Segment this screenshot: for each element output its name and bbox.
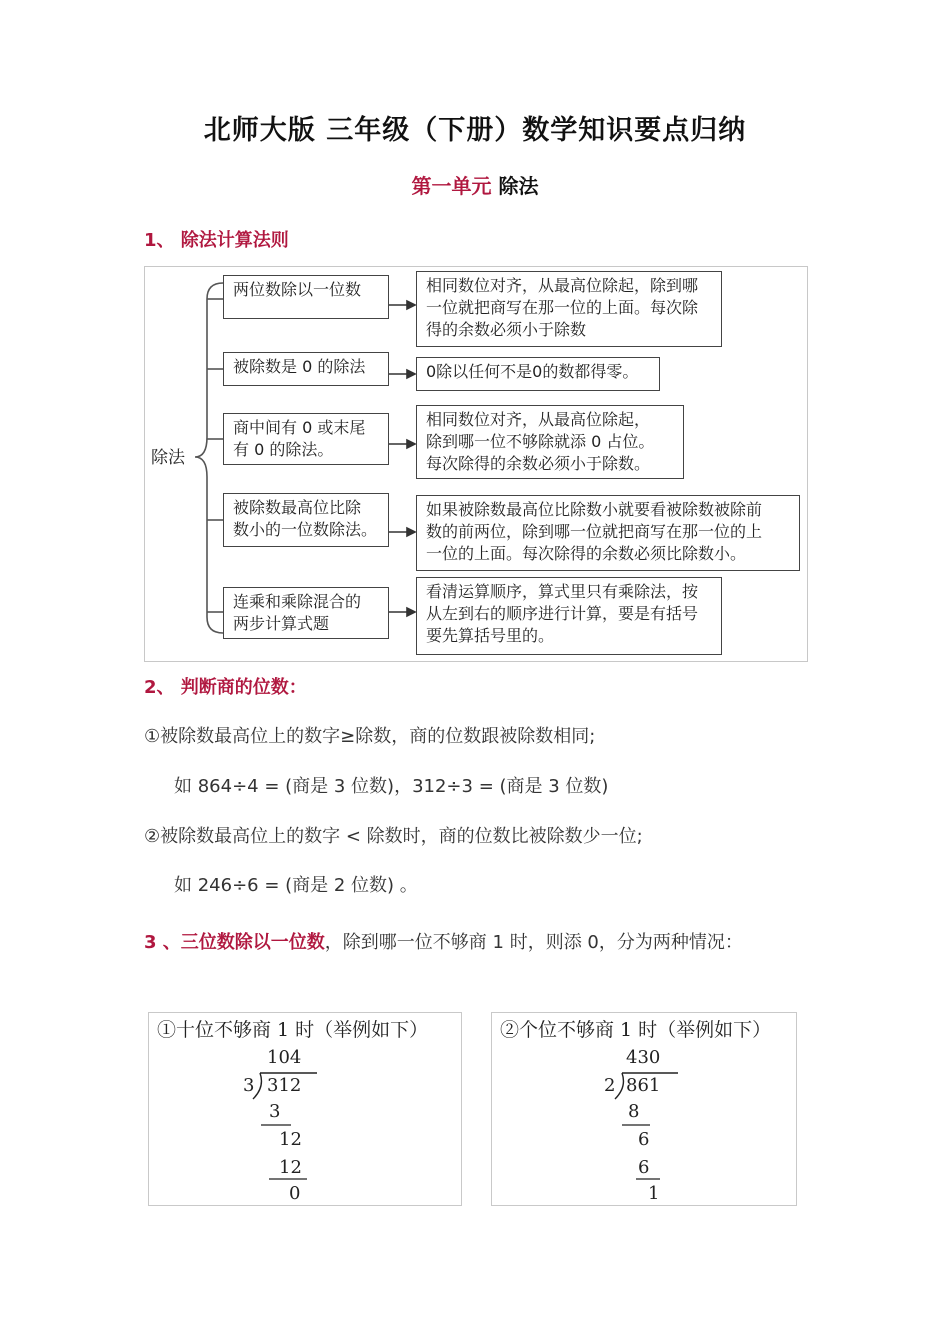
rule-description-5: 看清运算顺序，算式里只有乘除法，按 从左到右的顺序进行计算，要是有括号 要先算括号里的。 <box>416 577 722 655</box>
unit-topic: 除法 <box>491 174 539 198</box>
division-step: 3 <box>269 1101 281 1122</box>
division-step: 12 <box>279 1129 302 1150</box>
quotient: 104 <box>267 1047 302 1068</box>
division-step: 6 <box>638 1129 650 1150</box>
document-title: 北师大版 三年级（下册）数学知识要点归纳 <box>203 115 747 146</box>
rule-description-3: 相同数位对齐，从最高位除起， 除到哪一位不够除就添 0 占位。 每次除得的余数必须小于除数。 <box>416 405 684 479</box>
example-ones-box <box>491 1012 797 1206</box>
division-step: 6 <box>638 1157 650 1178</box>
rule-condition-4: 被除数最高位比除 数小的一位数除法。 <box>223 493 389 547</box>
section2-example2: 如 246÷6 = (商是 2 位数) 。 <box>174 875 418 896</box>
section2-heading: 2、 判断商的位数： <box>144 677 307 698</box>
divisor: 3 <box>243 1075 255 1096</box>
rule-condition-2: 被除数是 0 的除法 <box>223 352 389 386</box>
diagram-root-label: 除法 <box>151 448 185 468</box>
dividend: 312 <box>267 1075 302 1096</box>
division-remainder: 1 <box>648 1183 660 1204</box>
section3-text: ，除到哪一位不够商 1 时，则添 0，分为两种情况： <box>324 932 743 953</box>
rule-condition-5: 连乘和乘除混合的 两步计算式题 <box>223 587 389 639</box>
rule-description-2: 0除以任何不是0的数都得零。 <box>416 357 660 391</box>
long-division-bracket <box>149 1013 463 1207</box>
unit-heading <box>0 170 950 199</box>
rule-condition-3: 商中间有 0 或末尾 有 0 的除法。 <box>223 413 389 465</box>
quotient: 430 <box>626 1047 661 1068</box>
rule-condition-1: 两位数除以一位数 <box>223 275 389 319</box>
division-remainder: 0 <box>289 1183 301 1204</box>
section2-rule2: ②被除数最高位上的数字 < 除数时，商的位数比被除数少一位; <box>144 826 643 847</box>
section2-rule1: ①被除数最高位上的数字≥除数，商的位数跟被除数相同; <box>144 726 596 747</box>
section2-example1: 如 864÷4 = (商是 3 位数)，312÷3 = (商是 3 位数) <box>174 776 609 797</box>
division-rules-diagram <box>144 266 808 662</box>
rule-description-4: 如果被除数最高位比除数小就要看被除数被除前 数的前两位，除到哪一位就把商写在那一位的上 一位的上面。每次除得的余数必须比除数小。 <box>416 495 800 571</box>
example-tens-header: ①十位不够商 1 时（举例如下） <box>157 1019 429 1041</box>
example-ones-header: ②个位不够商 1 时（举例如下） <box>500 1019 772 1041</box>
brace-shape <box>195 283 223 633</box>
unit-number: 第一单元 <box>411 174 492 198</box>
divisor: 2 <box>604 1075 616 1096</box>
division-step: 8 <box>628 1101 640 1122</box>
section3-heading-line <box>144 928 743 954</box>
dividend: 861 <box>626 1075 661 1096</box>
example-tens-box <box>148 1012 462 1206</box>
rule-description-1: 相同数位对齐，从最高位除起，除到哪 一位就把商写在那一位的上面。每次除 得的余数必须小于除数 <box>416 271 722 347</box>
section3-heading: 3 、三位数除以一位数 <box>144 932 325 953</box>
division-step: 12 <box>279 1157 302 1178</box>
section1-heading: 1、 除法计算法则 <box>144 230 289 251</box>
